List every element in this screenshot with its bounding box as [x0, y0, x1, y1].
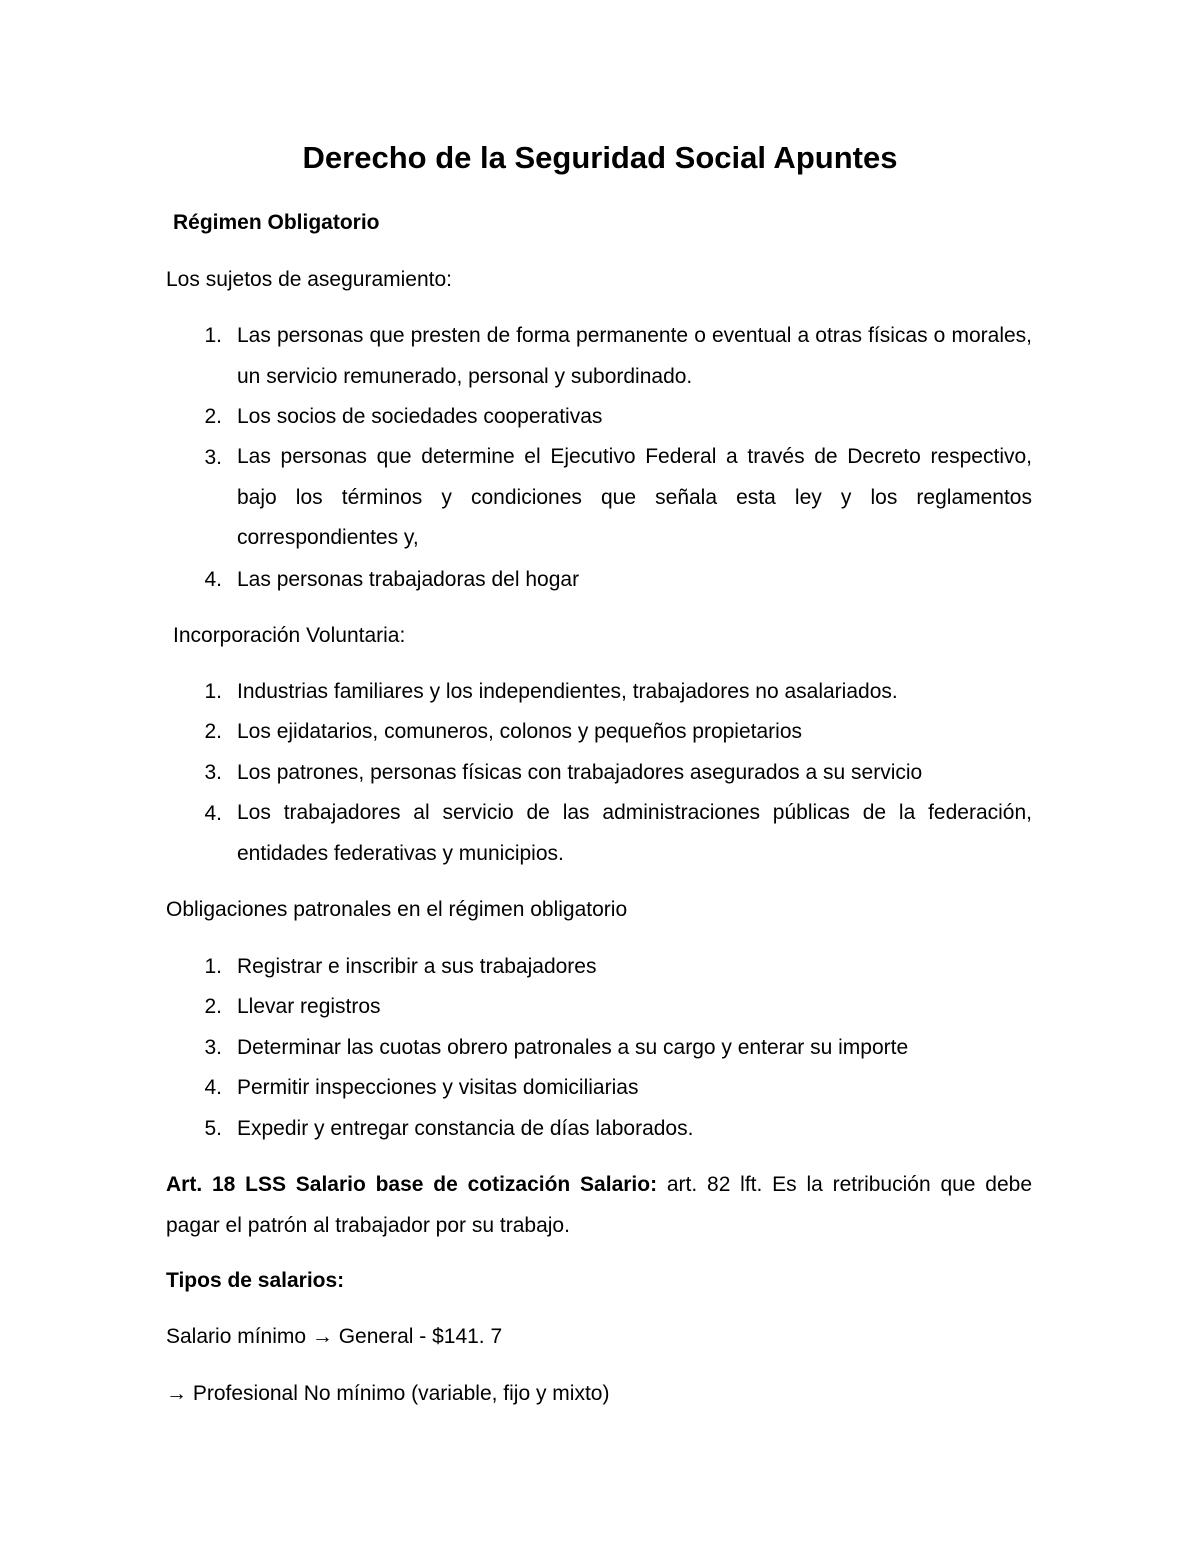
list-number: 1. [204, 324, 222, 347]
list-number: 4. [204, 568, 222, 591]
list-number: 5. [204, 1117, 222, 1140]
page-title: Derecho de la Seguridad Social Apuntes [302, 140, 898, 175]
list-number: 4. [204, 802, 222, 825]
list-item: Llevar registros [237, 995, 381, 1018]
list-number: 4. [204, 1076, 222, 1099]
list-number: 2. [204, 405, 222, 428]
list-item: Los ejidatarios, comuneros, colonos y pequeños propietarios [237, 720, 803, 743]
list-item: Las personas trabajadoras del hogar [237, 568, 580, 591]
tipos-line-2: → Profesional No mínimo (variable, fijo y mixto) [166, 1382, 610, 1405]
list-item: Las personas que determine el Ejecutivo Federal a través de Decreto respectivo, bajo los términos y condiciones que señala esta ley y los reglamentos correspondientes y, [237, 445, 1032, 549]
list-number: 1. [204, 955, 222, 978]
section-heading-incorporacion-voluntaria: Incorporación Voluntaria: [173, 624, 406, 647]
tipos-heading: Tipos de salarios: [166, 1269, 345, 1292]
list-item: Permitir inspecciones y visitas domiciliarias [237, 1076, 639, 1099]
list-number: 3. [204, 1036, 222, 1059]
list-item: Determinar las cuotas obrero patronales a su cargo y enterar su importe [237, 1036, 909, 1059]
art18-text: art. 82 lft. Es la retribución que debe pagar el patrón al trabajador por su trabajo. [166, 1173, 1032, 1237]
list-number: 3. [204, 761, 222, 784]
list-item: Los trabajadores al servicio de las administraciones públicas de la federación, entidades federativas y municipios. [237, 801, 1032, 865]
section-intro-sujetos: Los sujetos de aseguramiento: [166, 268, 453, 291]
section-heading-regimen-obligatorio: Régimen Obligatorio [173, 211, 380, 234]
list-number: 1. [204, 680, 222, 703]
list-item: Expedir y entregar constancia de días laborados. [237, 1117, 694, 1140]
list-number: 3. [204, 446, 222, 469]
section-heading-obligaciones-patronales: Obligaciones patronales en el régimen obligatorio [166, 898, 628, 921]
art18-label: Art. 18 LSS Salario base de cotización Salario: [166, 1173, 658, 1196]
list-item: Registrar e inscribir a sus trabajadores [237, 955, 597, 978]
list-number: 2. [204, 995, 222, 1018]
art18-paragraph [166, 1164, 1032, 1246]
list-number: 2. [204, 720, 222, 743]
list-item: Industrias familiares y los independientes, trabajadores no asalariados. [237, 680, 898, 703]
list-item: Las personas que presten de forma permanente o eventual a otras físicas o morales, un servicio remunerado, personal y subordinado. [237, 324, 1032, 388]
tipos-line-1: Salario mínimo → General - $141. 7 [166, 1325, 503, 1348]
list-item: Los socios de sociedades cooperativas [237, 405, 603, 428]
list-item: Los patrones, personas físicas con trabajadores asegurados a su servicio [237, 761, 923, 784]
